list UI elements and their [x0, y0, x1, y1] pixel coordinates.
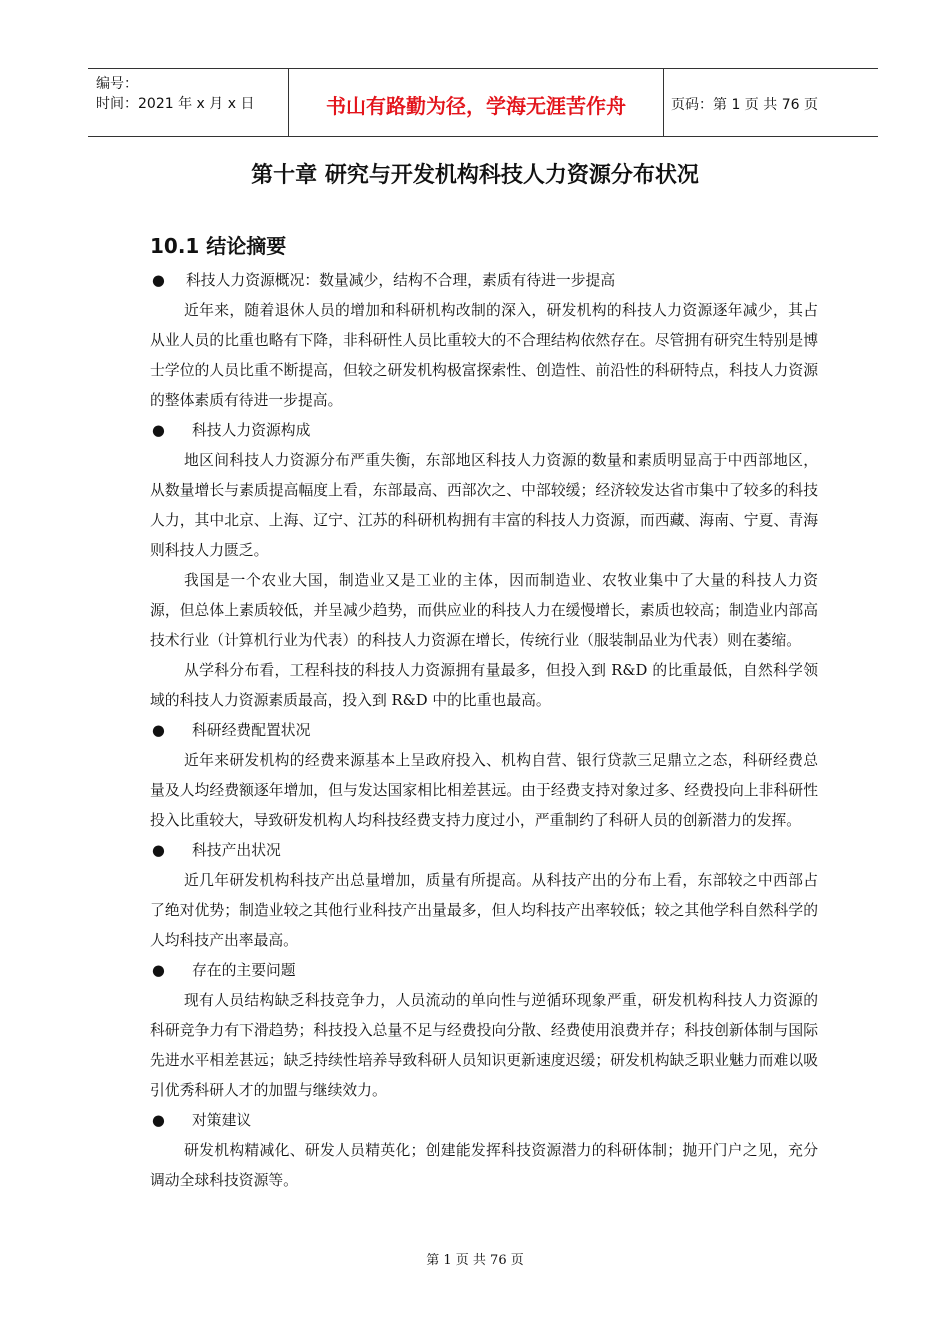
bullet-item: [150, 1106, 818, 1136]
header-page-cell: [663, 69, 878, 136]
paragraph: 近年来研发机构的经费来源基本上呈政府投入、机构自营、银行贷款三足鼎立之态，科研经费总量及人均经费额逐年增加，但与发达国家相比相差甚远。由于经费支持对象过多、经费投向上非科研性投入比重较大，导致研发机构人均科技经费支持力度过小，严重制约了科研人员的创新潜力的发挥。: [150, 752, 818, 829]
bullet-text: 对策建议: [192, 1112, 252, 1129]
paragraph: 我国是一个农业大国，制造业又是工业的主体，因而制造业、农牧业集中了大量的科技人力资源，但总体上素质较低，并呈减少趋势，而供应业的科技人力在缓慢增长，素质也较高；制造业内部高技术行业（计算机行业为代表）的科技人力资源在增长，传统行业（服装制品业为代表）则在萎缩。: [150, 572, 818, 649]
bullet-item: [150, 716, 818, 746]
paragraph: 现有人员结构缺乏科技竞争力，人员流动的单向性与逆循环现象严重，研发机构科技人力资源的科研竞争力有下滑趋势；科技投入总量不足与经费投向分散、经费使用浪费并存；科技创新体制与国际先进水平相差甚远；缺乏持续性培养导致科研人员知识更新速度迟缓；研发机构缺乏职业魅力而难以吸引优秀科研人才的加盟与继续效力。: [150, 992, 818, 1099]
document-body: [150, 266, 818, 1196]
bullet-text: 科技产出状况: [192, 842, 281, 859]
bullet-item: [150, 266, 818, 296]
bullet-dot-icon: ●: [152, 842, 165, 859]
bullet-dot-icon: ●: [152, 422, 165, 439]
header-motto-cell: [288, 69, 664, 136]
page-header: [88, 68, 878, 137]
bullet-text: 科技人力资源概况：数量减少，结构不合理，素质有待进一步提高: [186, 272, 616, 289]
header-page-number: 页码：第 1 页 共 76 页: [671, 97, 818, 113]
section-heading: 10.1 结论摘要: [150, 234, 287, 258]
paragraph: 近年来，随着退休人员的增加和科研机构改制的深入，研发机构的科技人力资源逐年减少，其占从业人员的比重也略有下降，非科研性人员比重较大的不合理结构依然存在。尽管拥有研究生特别是博士学位的人员比重不断提高，但较之研发机构极富探索性、创造性、前沿性的科研特点，科技人力资源的整体素质有待进一步提高。: [150, 302, 818, 409]
paragraph: 从学科分布看，工程科技的科技人力资源拥有量最多，但投入到 R&D 的比重最低，自然科学领域的科技人力资源素质最高，投入到 R&D 中的比重也最高。: [150, 662, 818, 709]
chapter-title: 第十章 研究与开发机构科技人力资源分布状况: [251, 163, 699, 188]
bullet-text: 存在的主要问题: [192, 962, 296, 979]
header-motto: 书山有路勤为径，学海无涯苦作舟: [326, 94, 626, 118]
document-number-label: 编号：: [96, 76, 138, 92]
document-date-label: 时间：2021 年 x 月 x 日: [96, 96, 255, 112]
paragraph: 地区间科技人力资源分布严重失衡，东部地区科技人力资源的数量和素质明显高于中西部地区，从数量增长与素质提高幅度上看，东部最高、西部次之、中部较缓；经济较发达省市集中了较多的科技人力，其中北京、上海、辽宁、江苏的科研机构拥有丰富的科技人力资源，而西藏、海南、宁夏、青海则科技人力匮乏。: [150, 452, 818, 559]
bullet-dot-icon: ●: [152, 1112, 165, 1129]
bullet-dot-icon: ●: [152, 962, 165, 979]
bullet-dot-icon: ●: [152, 272, 165, 289]
bullet-item: [150, 416, 818, 446]
bullet-text: 科技人力资源构成: [192, 422, 311, 439]
bullet-item: [150, 956, 818, 986]
bullet-dot-icon: ●: [152, 722, 165, 739]
bullet-text: 科研经费配置状况: [192, 722, 311, 739]
paragraph: 近几年研发机构科技产出总量增加，质量有所提高。从科技产出的分布上看，东部较之中西部占了绝对优势；制造业较之其他行业科技产出量最多，但人均科技产出率较低；较之其他学科自然科学的人均科技产出率最高。: [150, 872, 818, 949]
paragraph: 研发机构精减化、研发人员精英化；创建能发挥科技资源潜力的科研体制；抛开门户之见，充分调动全球科技资源等。: [150, 1142, 818, 1189]
page-footer: 第 1 页 共 76 页: [426, 1253, 524, 1268]
bullet-item: [150, 836, 818, 866]
header-meta-cell: [88, 69, 288, 136]
